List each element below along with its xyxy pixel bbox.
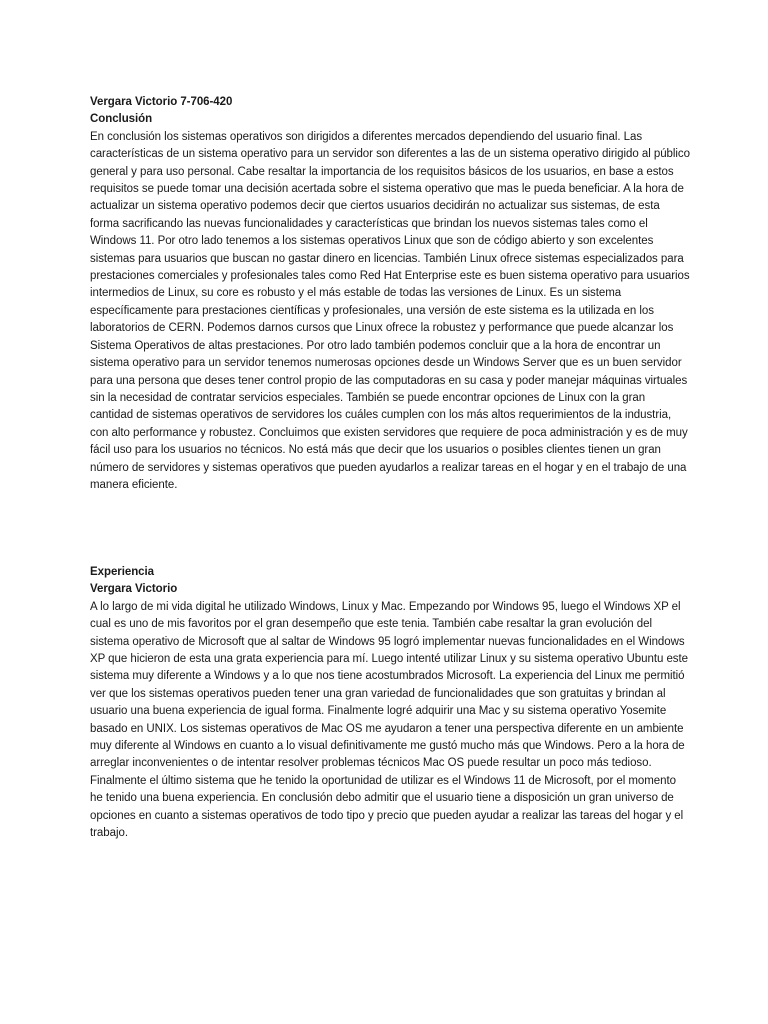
- conclusion-body: En conclusión los sistemas operativos son dirigidos a diferentes mercados dependiendo del usuario final. Las características de un sistema operativo para un servidor son diferentes a las de un sistema operativo dirigido al público general y para uso personal. Cabe resaltar la importancia de los requisitos básicos de los usuarios, en base a estos requisitos se puede tomar una decisión acertada sobre el sistema operativo que mas le pueda beneficiar. A la hora de actualizar un sistema operativo podemos decir que ciertos usuarios decidirán no actualizar sus sistemas, de esta forma sacrificando las nuevas funcionalidades y características que brindan los nuevos sistemas tales como el Windows 11. Por otro lado tenemos a los sistemas operativos Linux que son de código abierto y son excelentes sistemas para usuarios que buscan no gastar dinero en licencias. También Linux ofrece sistemas especializados para prestaciones comerciales y profesionales tales como Red Hat Enterprise este es buen sistema operativo para usuarios intermedios de Linux, su core es robusto y el más estable de todas las versiones de Linux. Es un sistema específicamente para prestaciones científicas y profesionales, una versión de este sistema es la utilizada en los laboratorios de CERN. Podemos darnos cursos que Linux ofrece la robustez y performance que puede alcanzar los Sistema Operativos de altas prestaciones. Por otro lado también podemos concluir que a la hora de encontrar un sistema operativo para un servidor tenemos numerosas opciones desde un Windows Server que es un buen servidor para una persona que deses tener control propio de las computadoras en su casa y poder manejar máquinas virtuales sin la necesidad de contratar servicios especiales. También se puede encontrar opciones de Linux con la gran cantidad de sistemas operativos de servidores los cuáles cumplen con los más altos requerimientos de la industria, con alto performance y robustez. Concluimos que existen servidores que requiere de poca administración y es de muy fácil uso para los usuarios no técnicos. No está más que decir que los usuarios o posibles clientes tienen un gran número de servidores y sistemas operativos que pueden ayudarlos a realizar tareas en el hogar y en el trabajo de una manera eficiente.: [90, 130, 690, 491]
- experience-author-line: Vergara Victorio: [90, 583, 178, 596]
- experience-body: A lo largo de mi vida digital he utilizado Windows, Linux y Mac. Empezando por Windows 95, luego el Windows XP el cual es uno de mis favoritos por el gran desempeño que este tenia. También cabe resaltar la gran evolución del sistema operativo de Microsoft que al saltar de Windows 95 logró implementar nuevas funcionalidades en el Windows XP que hicieron de esta una grata experiencia para mí. Luego intenté utilizar Linux y su sistema operativo Ubuntu este sistema muy diferente a Windows y a lo que nos tiene acostumbrados Microsoft. La experiencia del Linux me permitió ver que los sistemas operativos pueden tener una gran variedad de funcionalidades que son gratuitas y brindan al usuario una buena experiencia de igual forma. Finalmente logré adquirir una Mac y su sistema operativo Yosemite basado en UNIX. Los sistemas operativos de Mac OS me ayudaron a tener una perspectiva diferente en un ambiente muy diferente al Windows en cuanto a lo visual definitivamente me gustó mucho más que Windows. Pero a la hora de arreglar inconvenientes o de intentar resolver problemas técnicos Mac OS puede resultar un poco más tedioso. Finalmente el último sistema que he tenido la oportunidad de utilizar es el Windows 11 de Microsoft, por el momento he tenido una buena experiencia. En conclusión debo admitir que el usuario tiene a disposición un gran universo de opciones en cuanto a sistemas operativos de todo tipo y precio que pueden ayudar a realizar las tareas del hogar y el trabajo.: [90, 600, 689, 840]
- conclusion-section: [90, 94, 690, 494]
- experience-section: [90, 564, 690, 843]
- conclusion-title: Conclusión: [90, 113, 153, 126]
- experience-title: Experiencia: [90, 566, 155, 578]
- author-id-line: Vergara Victorio 7-706-420: [90, 96, 233, 108]
